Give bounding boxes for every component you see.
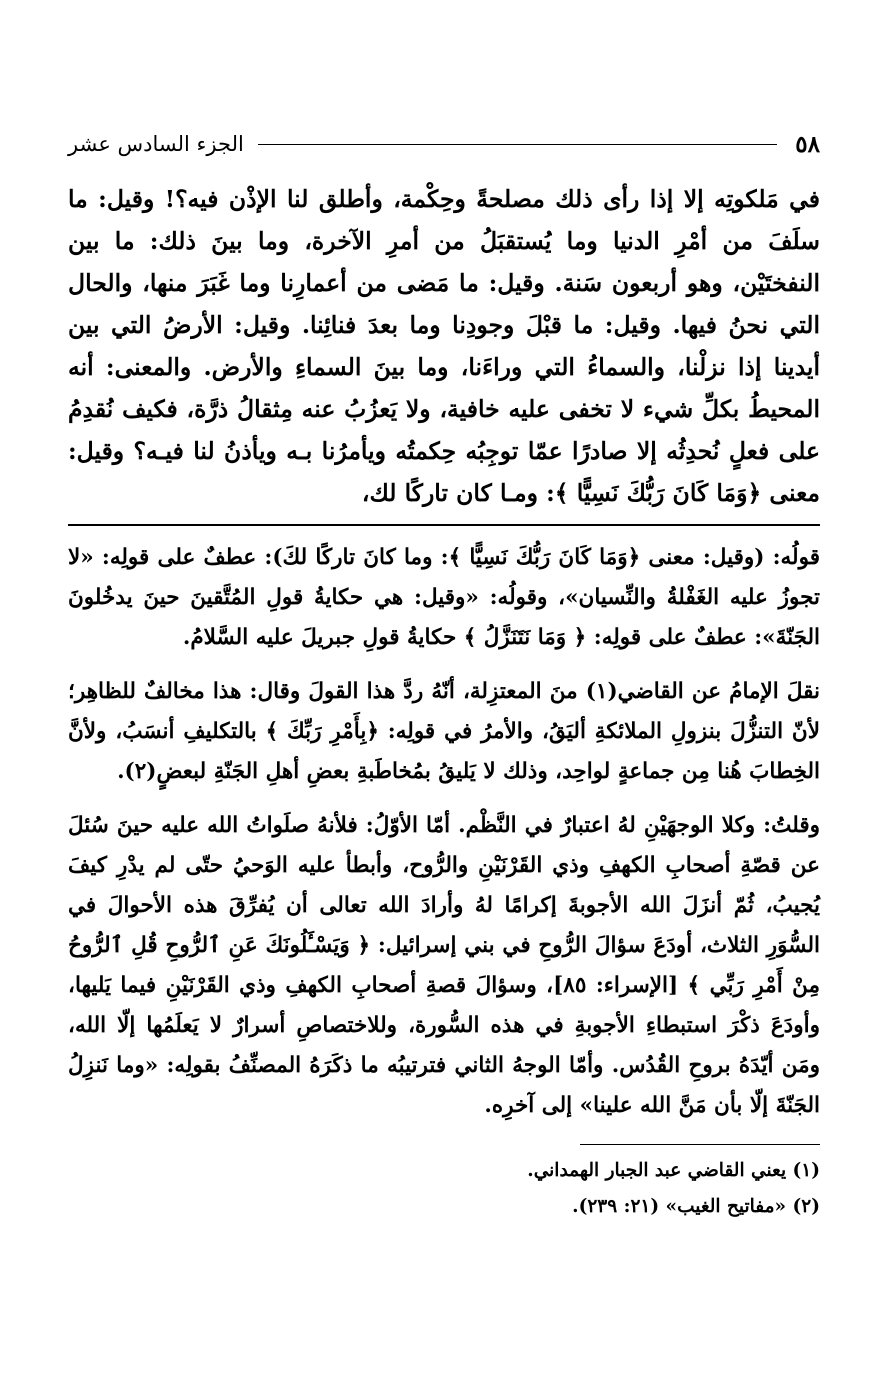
commentary-paragraph-2: نقلَ الإمامُ عن القاضي(١) منَ المعتزِلة، أنّهُ ردَّ هذا القولَ وقال: هذا مخالفٌ للظاهِر؛ لأنّ التنزُّلَ بنزولِ الملائكةِ أليَقُ، والأمرُ في قولِه: ﴿بِأَمْرِ رَبِّكَ ﴾ بالتكليفِ أنسَبُ، ولأنَّ الخِطابَ هُنا مِن جماعةٍ لواحِد، وذلك لا يَليقُ بمُخاطَبةِ بعضِ أهلِ الجَنّةِ لبعضٍ(٢). bbox=[68, 679, 820, 784]
book-page bbox=[68, 128, 820, 1225]
commentary-block bbox=[68, 538, 820, 1126]
main-text-block bbox=[68, 178, 820, 514]
footnote-2: (٢) «مفاتيح الغيب» (٢١: ٢٣٩). bbox=[572, 1196, 820, 1217]
footnote-1: (١) يعني القاضي عبد الجبار الهمداني. bbox=[527, 1160, 820, 1181]
page-number: ٥٨ bbox=[795, 130, 820, 158]
commentary-paragraph-3: وقلتُ: وكلا الوجهَيْنِ لهُ اعتبارٌ في النَّظْم. أمّا الأوّلُ: فلأنهُ صلَواتُ الله عليه حينَ سُئلَ عن قصّةِ أصحابِ الكهفِ وذي القَرْنَيْنِ والرُّوح، وأبطأ عليه الوَحيُ حتّى لم يدْرِ كيفَ يُجيبُ، ثُمّ أنزَلَ الله الأجوبةَ إكرامًا لهُ وأرادَ الله تعالى أن يُفرِّقَ هذه الأحوالَ في السُّوَرِ الثلاث، أودَعَ سؤالَ الرُّوحِ في بني إسرائيل: ﴿ وَيَسْـَٔلُونَكَ عَنِ ٱلرُّوحِ قُلِ ٱلرُّوحُ مِنْ أَمْرِ رَبِّي ﴾ [الإسراء: ٨٥]، وسؤالَ قصةِ أصحابِ الكهفِ وذي القَرْنَيْنِ فيما يَليها، وأودَعَ ذكْرَ استبطاءِ الأجوبةِ في هذه السُّورة، وللاختصاصِ أسرارٌ لا يَعلَمُها إلّا الله، ومَن أيّدَهُ بروحِ القُدُس. وأمّا الوجهُ الثاني فترتيبُه ما ذكَرَهُ المصنِّفُ بقولِه: «وما نَنزِلُ الجَنّةَ إلّا بأن مَنَّ الله علينا» إلى آخرِه. bbox=[68, 813, 820, 1118]
footnotes-divider bbox=[580, 1144, 820, 1145]
main-text-paragraph: في مَلكوتِه إلا إذا رأى ذلك مصلحةً وحِكْمة، وأطلق لنا الإذْن فيه؟! وقيل: ما سلَفَ من أمْرِ الدنيا وما يُستقبَلُ من أمرِ الآخرة، وما بينَ ذلك: ما بين النفختَيْن، وهو أربعون سَنة. وقيل: ما مَضى من أعمارِنا وما غَبَرَ منها، والحال التي نحنُ فيها. وقيل: ما قبْلَ وجودِنا وما بعدَ فنائِنا. وقيل: الأرضُ التي بين أيدينا إذا نزلْنا، والسماءُ التي وراءَنا، وما بينَ السماءِ والأرض. والمعنى: أنه المحيطُ بكلِّ شيء لا تخفى عليه خافية، ولا يَعزُبُ عنه مِثقالُ ذرَّة، فكيف نُقدِمُ على فعلٍ نُحدِثُه إلا صادرًا عمّا توجِبُه حِكمتُه ويأمرُنا بـه ويأذنُ لنا فيـه؟ وقيل: معنى ﴿وَمَا كَانَ رَبُّكَ نَسِيًّا ﴾: ومـا كان تاركًا لك، bbox=[68, 185, 820, 507]
header-rule bbox=[258, 144, 777, 145]
section-divider bbox=[68, 524, 820, 526]
running-header bbox=[68, 128, 820, 160]
running-title: الجزء السادس عشر bbox=[68, 132, 244, 156]
footnotes-block bbox=[68, 1153, 820, 1225]
commentary-paragraph-1: قولُه: (وقيل: معنى ﴿وَمَا كَانَ رَبُّكَ نَسِيًّا ﴾: وما كانَ تاركًا لكَ): عطفٌ على قولِه: «لا تجوزُ عليه الغَفْلةُ والنِّسيان»، وقولُه: «وقيل: هي حكايةُ قولِ المُتَّقينَ حينَ يدخُلونَ الجَنّةَ»: عطفٌ على قولِه: ﴿ وَمَا نَتَنَزَّلُ ﴾ حكايةُ قولِ جبريلَ عليه السَّلامُ. bbox=[68, 545, 820, 650]
